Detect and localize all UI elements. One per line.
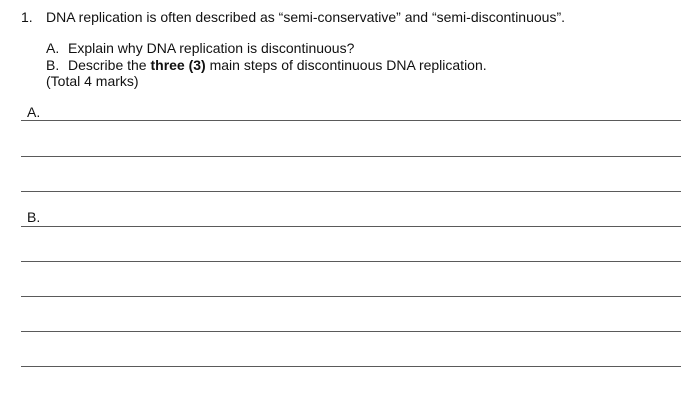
answer-line-a1[interactable] <box>21 120 681 121</box>
answer-line-b2[interactable] <box>21 261 681 262</box>
sub-question-b-text-after: main steps of discontinuous DNA replication. <box>205 57 487 73</box>
total-marks: (Total 4 marks) <box>46 73 139 89</box>
sub-question-b-emphasis: three (3) <box>150 57 206 73</box>
answer-b-label: B. <box>27 209 41 225</box>
question-number: 1. <box>21 9 33 25</box>
sub-question-b-letter: B. <box>46 57 60 73</box>
answer-line-b3[interactable] <box>21 296 681 297</box>
answer-line-b4[interactable] <box>21 331 681 332</box>
sub-question-a-text: Explain why DNA replication is discontinuous? <box>68 40 355 56</box>
answer-line-b5[interactable] <box>21 366 681 367</box>
question-text: DNA replication is often described as “semi-conservative” and “semi-discontinuous”. <box>46 9 565 25</box>
answer-line-a2[interactable] <box>21 156 681 157</box>
answer-a-label: A. <box>27 104 41 120</box>
answer-line-b1[interactable] <box>21 226 681 227</box>
sub-question-b-text-before: Describe the <box>68 57 151 73</box>
question-stem <box>21 9 565 26</box>
answer-line-a3[interactable] <box>21 191 681 192</box>
sub-question-a <box>46 40 354 57</box>
sub-question-b <box>46 57 487 74</box>
sub-question-a-letter: A. <box>46 40 60 56</box>
